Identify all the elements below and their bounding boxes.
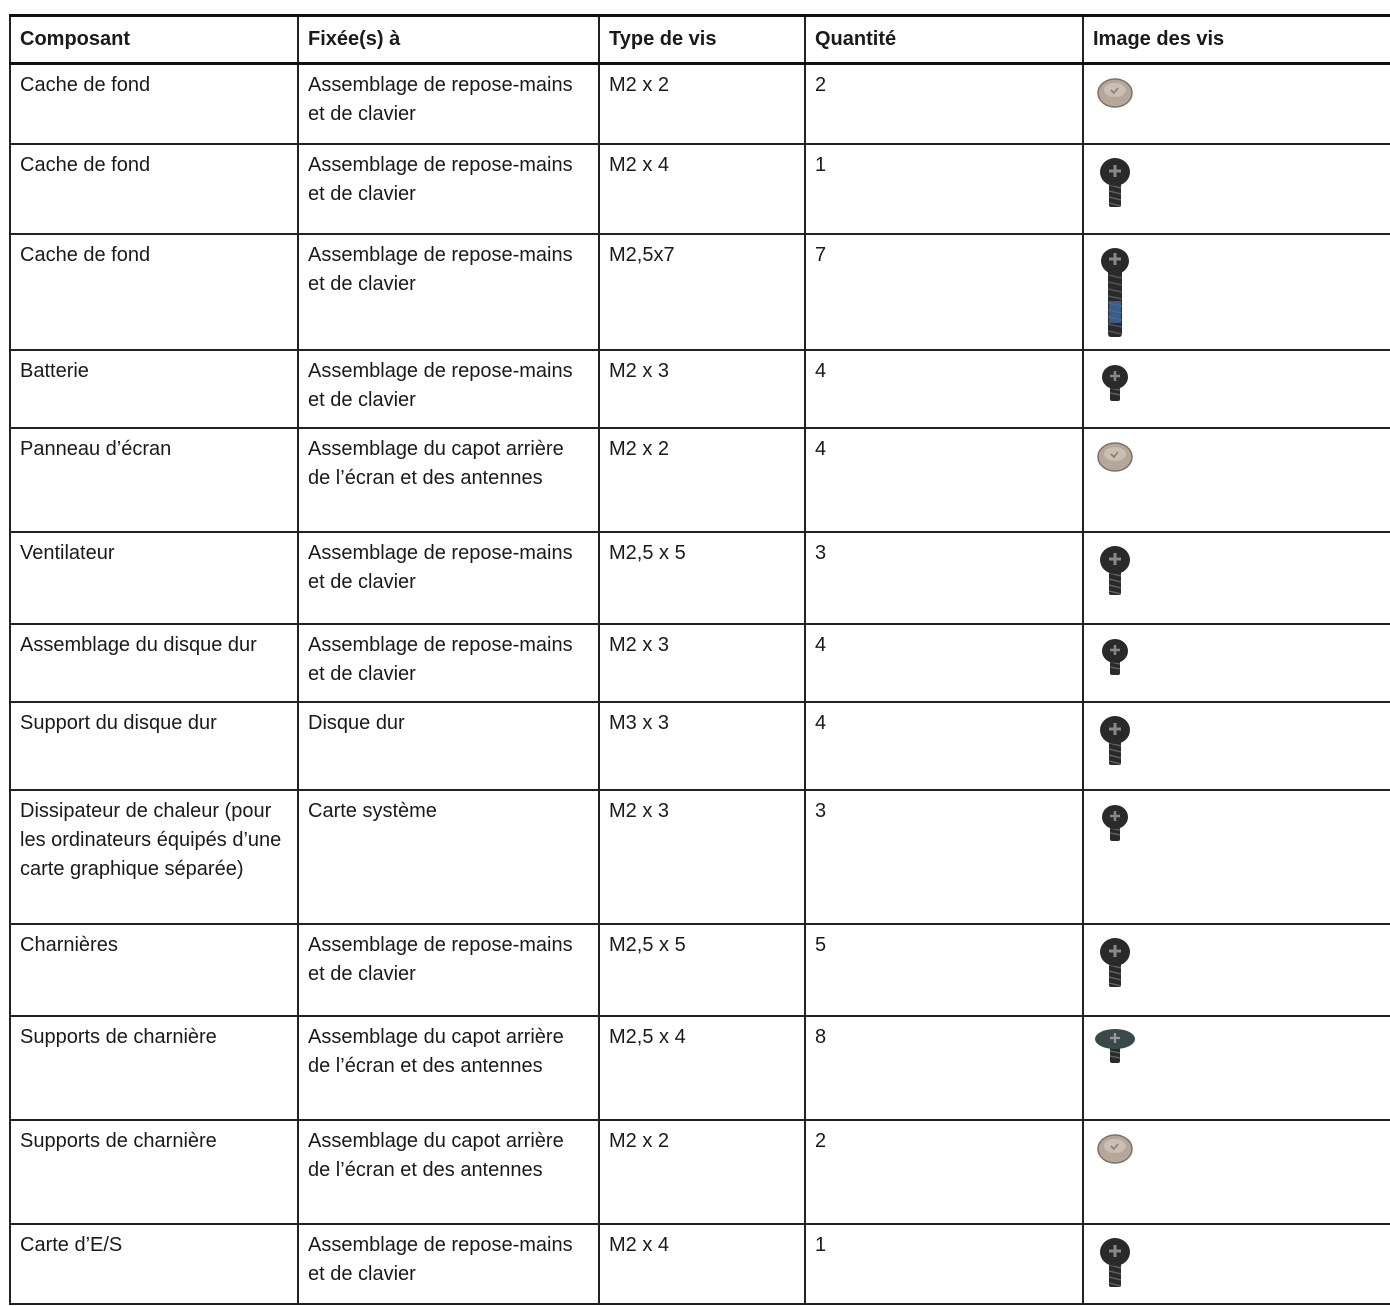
cell-quantity: 8	[805, 1016, 1083, 1120]
cell-component: Charnières	[10, 924, 298, 1016]
cell-component: Panneau d’écran	[10, 428, 298, 532]
cell-screw-type: M2,5 x 5	[599, 532, 805, 624]
black-screw-short-icon	[1093, 635, 1137, 679]
black-screw-short-icon	[1093, 361, 1137, 405]
cell-fixed-to: Assemblage de repose-mains et de clavier	[298, 924, 599, 1016]
black-wide-screw-icon	[1093, 1027, 1137, 1067]
cell-component: Cache de fond	[10, 234, 298, 350]
cell-screw-type: M2,5 x 5	[599, 924, 805, 1016]
cell-quantity: 7	[805, 234, 1083, 350]
cell-screw-type: M2 x 3	[599, 350, 805, 428]
black-screw-long-icon	[1093, 245, 1137, 341]
silver-flat-screw-icon	[1093, 439, 1137, 479]
header-quantity: Quantité	[805, 16, 1083, 64]
cell-screw-image	[1083, 702, 1390, 790]
cell-fixed-to: Disque dur	[298, 702, 599, 790]
table-header-row	[10, 16, 1390, 64]
cell-quantity: 3	[805, 790, 1083, 924]
cell-fixed-to: Assemblage du capot arrière de l’écran et des antennes	[298, 1016, 599, 1120]
cell-screw-image	[1083, 428, 1390, 532]
black-screw-medium-icon	[1093, 713, 1137, 767]
cell-component: Carte d’E/S	[10, 1224, 298, 1304]
cell-quantity: 3	[805, 532, 1083, 624]
cell-component: Batterie	[10, 350, 298, 428]
cell-component: Supports de charnière	[10, 1016, 298, 1120]
cell-component: Dissipateur de chaleur (pour les ordinateurs équipés d’une carte graphique séparée)	[10, 790, 298, 924]
cell-screw-type: M2,5x7	[599, 234, 805, 350]
cell-component: Support du disque dur	[10, 702, 298, 790]
cell-screw-image	[1083, 64, 1390, 144]
header-screw-image: Image des vis	[1083, 16, 1390, 64]
cell-fixed-to: Assemblage du capot arrière de l’écran et des antennes	[298, 1120, 599, 1224]
cell-component: Ventilateur	[10, 532, 298, 624]
cell-screw-type: M2 x 2	[599, 428, 805, 532]
cell-screw-image	[1083, 1016, 1390, 1120]
cell-screw-image	[1083, 350, 1390, 428]
cell-quantity: 1	[805, 144, 1083, 234]
cell-quantity: 5	[805, 924, 1083, 1016]
header-screw-type: Type de vis	[599, 16, 805, 64]
cell-quantity: 4	[805, 350, 1083, 428]
cell-quantity: 1	[805, 1224, 1083, 1304]
table-row	[10, 924, 1390, 1016]
cell-component: Supports de charnière	[10, 1120, 298, 1224]
cell-component: Assemblage du disque dur	[10, 624, 298, 702]
cell-screw-image	[1083, 532, 1390, 624]
cell-screw-type: M3 x 3	[599, 702, 805, 790]
cell-fixed-to: Assemblage de repose-mains et de clavier	[298, 64, 599, 144]
table-row	[10, 790, 1390, 924]
table-row	[10, 1120, 1390, 1224]
table-row	[10, 144, 1390, 234]
cell-screw-image	[1083, 1224, 1390, 1304]
cell-screw-image	[1083, 234, 1390, 350]
black-screw-medium-icon	[1093, 1235, 1137, 1289]
black-screw-medium-icon	[1093, 543, 1137, 597]
screw-table	[9, 14, 1390, 1305]
cell-fixed-to: Carte système	[298, 790, 599, 924]
cell-component: Cache de fond	[10, 64, 298, 144]
table-row	[10, 1224, 1390, 1304]
table-row	[10, 64, 1390, 144]
cell-screw-type: M2 x 4	[599, 144, 805, 234]
table-body	[10, 64, 1390, 1304]
cell-screw-image	[1083, 624, 1390, 702]
table-row	[10, 350, 1390, 428]
black-screw-short-icon	[1093, 801, 1137, 845]
silver-flat-screw-icon	[1093, 75, 1137, 115]
table-row	[10, 428, 1390, 532]
table-row	[10, 234, 1390, 350]
cell-screw-image	[1083, 1120, 1390, 1224]
table-row	[10, 624, 1390, 702]
cell-screw-type: M2 x 3	[599, 790, 805, 924]
black-screw-medium-icon	[1093, 935, 1137, 989]
table-row	[10, 702, 1390, 790]
cell-screw-image	[1083, 790, 1390, 924]
cell-fixed-to: Assemblage de repose-mains et de clavier	[298, 350, 599, 428]
table-row	[10, 532, 1390, 624]
cell-fixed-to: Assemblage de repose-mains et de clavier	[298, 624, 599, 702]
cell-screw-image	[1083, 144, 1390, 234]
cell-fixed-to: Assemblage de repose-mains et de clavier	[298, 144, 599, 234]
cell-screw-image	[1083, 924, 1390, 1016]
cell-screw-type: M2,5 x 4	[599, 1016, 805, 1120]
black-screw-medium-icon	[1093, 155, 1137, 209]
cell-screw-type: M2 x 2	[599, 1120, 805, 1224]
cell-quantity: 4	[805, 624, 1083, 702]
silver-flat-screw-icon	[1093, 1131, 1137, 1171]
cell-component: Cache de fond	[10, 144, 298, 234]
cell-quantity: 2	[805, 1120, 1083, 1224]
header-fixed-to: Fixée(s) à	[298, 16, 599, 64]
cell-quantity: 2	[805, 64, 1083, 144]
cell-quantity: 4	[805, 428, 1083, 532]
header-component: Composant	[10, 16, 298, 64]
cell-screw-type: M2 x 2	[599, 64, 805, 144]
cell-screw-type: M2 x 4	[599, 1224, 805, 1304]
cell-screw-type: M2 x 3	[599, 624, 805, 702]
cell-quantity: 4	[805, 702, 1083, 790]
cell-fixed-to: Assemblage de repose-mains et de clavier	[298, 532, 599, 624]
cell-fixed-to: Assemblage de repose-mains et de clavier	[298, 234, 599, 350]
cell-fixed-to: Assemblage de repose-mains et de clavier	[298, 1224, 599, 1304]
table-row	[10, 1016, 1390, 1120]
cell-fixed-to: Assemblage du capot arrière de l’écran et des antennes	[298, 428, 599, 532]
